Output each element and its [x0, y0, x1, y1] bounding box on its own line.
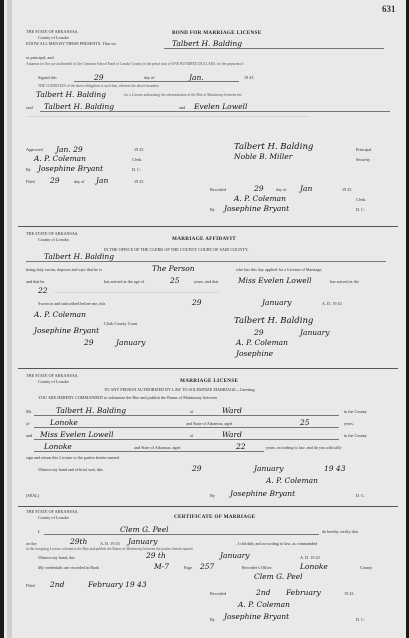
commanded-text: YOU ARE HEREBY COMMANDED to solemnize the Rite and publish the Banns of Matrimony between: [38, 395, 217, 400]
and-label: and: [26, 433, 33, 438]
the-person: The Person: [152, 264, 195, 273]
witness-text: Witness my hand and official seal, this: [38, 467, 103, 472]
county-label: County of Lonoke.: [38, 515, 70, 520]
to-any-text: TO ANY PERSON AUTHORIZED BY LAW TO SOLEMNIZE MARRIAGE—Greeting:: [104, 387, 256, 392]
witness-year: 19 43: [324, 464, 346, 473]
bond-body-text: ............................................................................................................................................................................................................................................................................................................................: [26, 114, 310, 118]
recorded-dc-signature: Josephine: [236, 349, 274, 358]
security-signature: Noble B. Miller: [234, 152, 293, 161]
dc-signature: Josephine Bryant: [34, 326, 100, 335]
and-label: and: [179, 105, 186, 110]
signed-label: Signed this: [38, 75, 57, 80]
on-the-label: on the: [26, 541, 37, 546]
recorded-year: 19 43: [344, 591, 354, 596]
recorded-clerk-signature: A. P. Coleman: [234, 194, 286, 203]
dc-signature: Josephine Bryant: [38, 164, 104, 173]
section-divider: [18, 368, 398, 369]
approved-label: Approved: [26, 147, 43, 152]
county-label: County of Lonoke.: [38, 379, 70, 384]
state-label: THE STATE OF ARKANSAS,: [26, 231, 79, 236]
dc-label: D. C.: [356, 493, 365, 498]
sworn-month: January: [262, 298, 292, 307]
groom-age: 25: [170, 276, 180, 285]
groom-age: 25: [300, 418, 310, 427]
by-label: By: [210, 207, 215, 212]
years-text: years, and that: [194, 279, 219, 284]
recorded-day: 29: [254, 328, 264, 337]
office-county: Lonoke: [300, 562, 328, 571]
register-page: [4, 0, 406, 638]
of-label: of: [190, 433, 194, 438]
filed-date: 2nd: [50, 580, 65, 589]
officiant-signature: Clem G. Peel: [254, 572, 303, 581]
dc-label: D. C.: [132, 167, 141, 172]
age-text: and that he: [26, 279, 45, 284]
binding-edge: [7, 0, 12, 638]
know-text: KNOW ALL MEN BY THESE PRESENTS, That we: [26, 41, 116, 46]
said-name: Talbert H. Balding: [44, 102, 115, 111]
by-label: By: [26, 167, 31, 172]
clerk-county-label: Clerk County Court: [104, 321, 138, 326]
state-label: THE STATE OF ARKANSAS,: [26, 509, 79, 514]
filed-month: Jan: [96, 176, 109, 185]
by-label: By: [210, 617, 215, 622]
signed-month: Jan.: [189, 73, 204, 82]
section-title: BOND FOR MARRIAGE LICENSE: [172, 30, 262, 36]
groom-county: Lonoke: [50, 418, 78, 427]
recorders-label: Recorder's Office,: [242, 565, 273, 570]
recorded-dc-signature: Josephine Bryant: [224, 204, 290, 213]
mr-label: Mr.: [26, 409, 32, 414]
said-label: said: [26, 105, 33, 110]
of-label: of: [190, 409, 194, 414]
affiant-name: Talbert H. Balding: [44, 252, 115, 261]
recorded-month: January: [300, 328, 330, 337]
as-principal: as principal, and: [26, 55, 54, 60]
year-label: 19 43: [134, 179, 144, 184]
year-label: 19 43: [342, 187, 352, 192]
bride-name: Miss Evelen Lowell: [40, 430, 114, 439]
day-of-label: A. D. 19 43: [100, 541, 120, 546]
day-of-label: day of: [144, 75, 155, 80]
witness-month: January: [254, 464, 284, 473]
county-label: County of Lonoke.: [38, 35, 70, 40]
license-text: in the foregoing License solemnize the Rite and publish the Banns of Matrimony between the parties therein named.: [26, 547, 194, 551]
clerk-signature: A. P. Coleman: [266, 476, 318, 485]
oath-text: being duly sworn, deposes and says that he is: [26, 267, 102, 272]
year-label: 19 43: [244, 75, 254, 80]
section-divider: [18, 506, 398, 507]
state-label: THE STATE OF ARKANSAS,: [26, 29, 79, 34]
recorded-label: Recorded: [210, 187, 227, 192]
page-value: 257: [200, 562, 215, 571]
cert-month: January: [128, 537, 158, 546]
seal-label: (SEAL): [26, 493, 40, 498]
cert-day: 29th: [70, 537, 88, 546]
filed-day: 29: [50, 176, 60, 185]
filed-month: February 19 43: [88, 580, 147, 589]
county-label: County of Lonoke.: [38, 237, 70, 242]
recorded-clerk-signature: A. P. Coleman: [236, 338, 288, 347]
principal-signature: Talbert H. Balding: [234, 142, 314, 152]
bride-age: 22: [38, 286, 48, 295]
signed-day: 29: [94, 73, 104, 82]
page-number: 631: [382, 4, 396, 14]
page-label: Page: [184, 565, 193, 570]
of-label: of: [26, 421, 30, 426]
state-label: THE STATE OF ARKANSAS,: [26, 373, 79, 378]
duly-text: , I did duly and according to law, as commanded: [236, 541, 318, 546]
dc-label: D. C.: [356, 207, 365, 212]
office-text: IN THE OFFICE OF THE CLERK OF THE COUNTY COURT OF SAID COUNTY:: [104, 247, 249, 252]
credentials-text: My credentials are recorded in Book: [38, 565, 100, 570]
approved-date: Jan. 29: [56, 145, 83, 154]
i-label: I,: [38, 529, 41, 534]
section-divider: [18, 226, 398, 227]
sign-return-text: sign and return this License to the parties herein named.: [26, 455, 120, 460]
years-according-text: years, according to law, and do you officially: [266, 445, 342, 450]
year-label: 19 43: [134, 147, 144, 152]
recorded-label: Recorded: [210, 591, 227, 596]
years-label: years,: [344, 421, 354, 426]
bride-arrived-text: has arrived at the: [330, 279, 359, 284]
section-title: MARRIAGE LICENSE: [180, 378, 239, 384]
county-word: County: [360, 565, 373, 570]
witness-text: Witness my hand, this: [38, 555, 76, 560]
arkansas-text: Arkansas for the use and benefit of the Common School Fund of Lonoke County in the penal sum of ONE HUNDRED DOLLARS, for the payment of: [26, 62, 244, 66]
by-label: By: [210, 493, 215, 498]
filed-label: Filed: [26, 179, 35, 184]
bride-age: 22: [236, 442, 246, 451]
recorded-date: 2nd: [256, 588, 271, 597]
affidavit-body: .......................................................................................................................................................................................: [54, 290, 219, 294]
bride-name: Evelen Lowell: [194, 102, 248, 111]
section-title: CERTIFICATE OF MARRIAGE: [174, 514, 256, 520]
filed-day: 29: [84, 338, 94, 347]
principal-name: Talbert H. Balding: [172, 39, 243, 48]
dc-signature: Josephine Bryant: [230, 489, 296, 498]
recorded-day: 29: [254, 184, 264, 193]
state-aged-label: and State of Arkansas, aged: [134, 445, 181, 450]
recorded-month: Jan: [300, 184, 313, 193]
clerk-label: Clerk.: [356, 197, 367, 202]
certify-text: do hereby certify that: [322, 529, 358, 534]
ad-label: A. D. 19 43: [322, 301, 342, 306]
groom-name: Talbert H. Balding: [56, 406, 127, 415]
officiant-name: Clem G. Peel: [120, 525, 169, 534]
dc-signature: Josephine Bryant: [224, 612, 290, 621]
section-title: MARRIAGE AFFIDAVIT: [172, 236, 236, 242]
affiant-signature: Talbert H. Balding: [234, 316, 314, 326]
recorded-month: February: [286, 588, 321, 597]
witness-year: A. D. 19 43: [300, 555, 320, 560]
arrived-text: has arrived at the age of: [104, 279, 145, 284]
witness-day: 29: [192, 464, 202, 473]
sworn-day: 29: [192, 298, 202, 307]
clerk-signature: A. P. Coleman: [34, 310, 86, 319]
day-of-label: day of: [276, 187, 287, 192]
sworn-text: Sworn to and subscribed before me, this: [38, 301, 106, 306]
dc-label: D. C.: [356, 617, 365, 622]
condition-text: THE CONDITION of the above obligation is such that, whereas the above bounden: [38, 84, 159, 88]
bride-name: Miss Evelen Lowell: [238, 276, 312, 285]
condition-end: for a License authorizing the solemnization of the Rite of Matrimony between the: [124, 93, 242, 97]
groom-town: Ward: [222, 406, 242, 415]
witness-month: January: [220, 551, 250, 560]
bride-county: Lonoke: [44, 442, 72, 451]
clerk-signature: A. P. Coleman: [34, 154, 86, 163]
bride-town: Ward: [222, 430, 242, 439]
in-county-label: in the County: [344, 433, 367, 438]
security-label: Security.: [356, 157, 371, 162]
day-of-label: day of: [74, 179, 85, 184]
principal-label: Principal.: [356, 147, 373, 152]
filed-month: January: [116, 338, 146, 347]
who-text: who has this day applied for a License of Marriage,: [236, 267, 323, 272]
condition-name: Talbert H. Balding: [36, 90, 107, 99]
book-number: M-7: [154, 562, 169, 571]
in-county-label: in the County: [344, 409, 367, 414]
clerk-signature: A. P. Coleman: [238, 600, 290, 609]
filed-label: Filed: [26, 583, 35, 588]
state-aged-label: and State of Arkansas, aged: [186, 421, 233, 426]
witness-day: 29 th: [146, 551, 166, 560]
clerk-label: Clerk.: [132, 157, 143, 162]
